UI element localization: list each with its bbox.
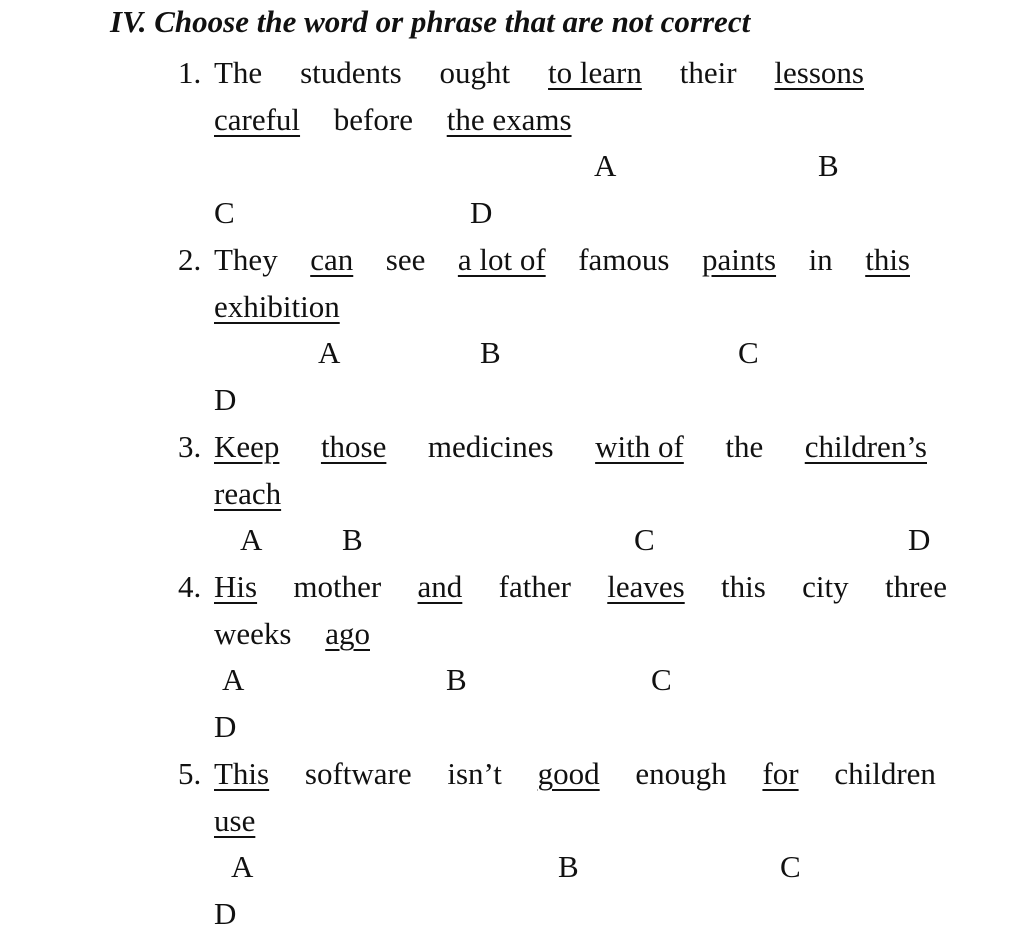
question-4-line-2 [214,614,924,654]
q2-letter-a: A [318,335,341,370]
q1-option-b-underlined: lessons [774,55,864,90]
q3-option-b-underlined: those [320,429,387,464]
section-heading: IV. Choose the word or phrase that are not correct [110,4,751,39]
question-1-number: 1. [178,55,202,90]
q4-letter-c: C [651,662,672,697]
q5-word: isn’t [447,756,502,791]
question-5-line-2 [214,801,924,841]
q4-word: this [721,569,766,604]
question-1-line-2 [214,100,924,140]
q3-word: medicines [427,429,554,464]
q2-word: in [808,242,833,277]
q1-word: their [679,55,737,90]
q3-option-d-continued: reach [214,476,282,511]
q2-letter-b: B [480,335,501,370]
q4-option-d-underlined: ago [325,616,370,651]
q4-letter-a: A [222,662,245,697]
q3-letter-b: B [342,522,363,557]
q3-letter-d: D [908,522,931,557]
q5-letter-d: D [214,896,237,931]
question-5-line-1 [214,754,936,794]
q5-option-b-underlined: good [537,756,600,791]
q2-option-c-underlined: paints [701,242,777,277]
q1-letter-d: D [470,195,493,230]
q2-word: famous [578,242,670,277]
q3-option-c-underlined: with of [595,429,684,464]
q1-word: students [300,55,402,90]
q3-letter-c: C [634,522,655,557]
q1-option-c-underlined: careful [214,102,301,137]
question-4-line-1 [214,567,947,607]
q4-option-a-underlined: His [214,569,258,604]
question-2-number: 2. [178,242,202,277]
q1-word: before [333,102,413,137]
q2-word: see [385,242,426,277]
q1-letter-b: B [818,148,839,183]
q2-letter-d: D [214,382,237,417]
q3-word: the [725,429,764,464]
q5-option-d-underlined: use [214,803,256,838]
question-3-line-1 [214,427,927,467]
question-2-line-2 [214,287,924,327]
q5-word: children [834,756,936,791]
q2-letter-c: C [738,335,759,370]
question-1-line-1 [214,53,924,93]
q5-letter-a: A [231,849,254,884]
q4-letter-d: D [214,709,237,744]
q4-option-b-underlined: and [417,569,463,604]
q4-word: father [498,569,571,604]
q4-word: weeks [214,616,292,651]
q5-letter-c: C [780,849,801,884]
q1-letter-c: C [214,195,235,230]
q4-word: city [802,569,849,604]
q5-option-a-underlined: This [214,756,270,791]
q4-word: mother [293,569,382,604]
q2-option-b-underlined: a lot of [457,242,546,277]
q2-word: They [214,242,278,277]
q4-word: three [885,569,947,604]
question-3-number: 3. [178,429,202,464]
q1-word: ought [439,55,511,90]
q5-word: enough [635,756,727,791]
q2-option-d-continued: exhibition [214,289,340,324]
question-5-number: 5. [178,756,202,791]
question-4-number: 4. [178,569,202,604]
q1-option-a-underlined: to learn [548,55,642,90]
q3-letter-a: A [240,522,263,557]
q5-word: software [304,756,412,791]
q3-option-a-underlined: Keep [214,429,280,464]
q1-word: The [214,55,263,90]
q5-option-c-underlined: for [762,756,799,791]
q1-letter-a: A [594,148,617,183]
question-3-line-2 [214,474,924,514]
question-2-line-1 [214,240,910,280]
q1-option-d-underlined: the exams [446,102,572,137]
q3-option-d-underlined: children’s [804,429,927,464]
q2-option-a-underlined: can [310,242,354,277]
q5-letter-b: B [558,849,579,884]
q2-option-d-underlined: this [865,242,910,277]
q4-option-c-underlined: leaves [607,569,685,604]
q4-letter-b: B [446,662,467,697]
